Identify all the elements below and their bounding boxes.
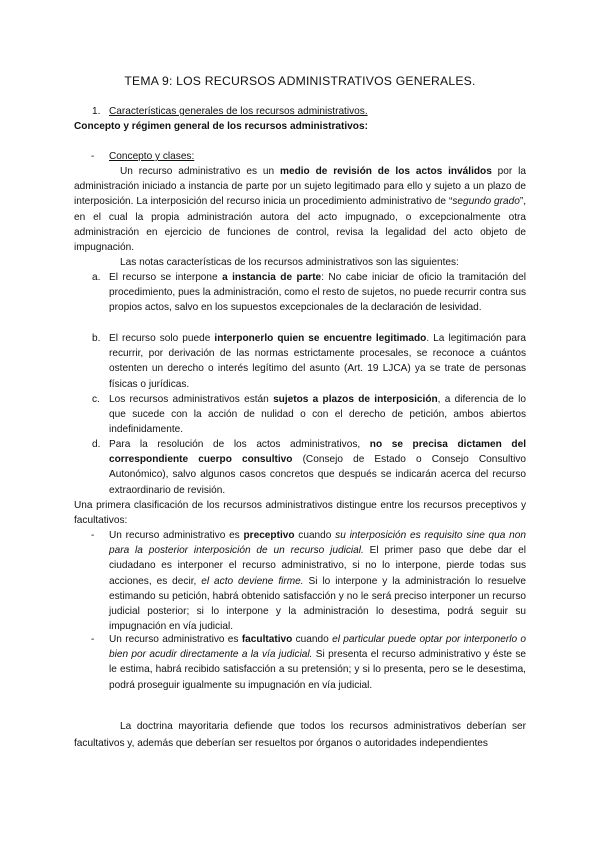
list-item: El recurso solo puede interponerlo quien se encuentre legitimado. La legitimación para recurrir, por derivación de las normas estrictamente procesales, se reconoce a cuántos ostenten un derecho o interés legítimo del asunto (Art. 19 LJCA) ya se trate de personas físicas o jurídicas. bbox=[109, 333, 526, 390]
doctrina-paragraph: La doctrina mayoritaria defiende que todos los recursos administrativos deberían ser facultativos y, además que deberían ser resueltos por órganos o autoridades independientes bbox=[74, 721, 526, 749]
list-marker: c. bbox=[92, 394, 100, 405]
concepto-paragraph: Un recurso administrativo es un medio de revisión de los actos inválidos por la administración iniciado a instancia de parte por un sujeto legitimado para ello y sujeto a un plazo de interposición. La interposición del recurso inicia un procedimiento administrativo de “segundo grado”, en el cual la propia administración autora del acto impugnado, o excepcionalmente otra administración en ejercicio de funciones de control, revisa la legalidad del acto objeto de impugnación. bbox=[74, 166, 526, 254]
notas-intro: Las notas características de los recursos administrativos son las siguientes: bbox=[120, 257, 459, 268]
list-item: Un recurso administrativo es facultativo cuando el particular puede optar por interponerlo o bien por acudir directamente a la vía judicial. Si presenta el recurso administrativo y éste se le estima, habrá recibido satisfacción a su pretensión; y si lo presenta, pero se le desestima, podrá proseguir igualmente su impugnación en vía judicial. bbox=[109, 634, 526, 691]
section-heading: Características generales de los recursos administrativos. bbox=[109, 106, 368, 117]
list-item: Los recursos administrativos están sujetos a plazos de interposición, a diferencia de lo que sucede con la acción de nulidad o con el derecho de petición, ambos abiertos indefinidamente. bbox=[109, 394, 526, 436]
list-marker: d. bbox=[92, 439, 101, 450]
page-title: TEMA 9: LOS RECURSOS ADMINISTRATIVOS GENERALES. bbox=[124, 74, 476, 88]
section-subheading: Concepto y régimen general de los recursos administrativos: bbox=[74, 121, 368, 132]
list-item: El recurso se interpone a instancia de parte: No cabe iniciar de oficio la tramitación del procedimiento, pues la administración, como el resto de sujetos, no puede recurrir contra sus propios actos, salvo en los supuestos excepcionales de la declaración de lesividad. bbox=[109, 272, 527, 314]
section-number: 1. bbox=[92, 106, 101, 117]
list-item: Para la resolución de los actos administrativos, no se precisa dictamen del correspondiente cuerpo consultivo (Consejo de Estado o Consejo Consultivo Autonómico), salvo algunos casos concretos que después se indicarán acerca del recurso extraordinario de revisión. bbox=[109, 439, 526, 496]
bullet-marker: - bbox=[91, 530, 95, 541]
list-marker: b. bbox=[92, 333, 101, 344]
clasificacion-intro: Una primera clasificación de los recursos administrativos distingue entre los recursos preceptivos y facultativos: bbox=[74, 500, 526, 527]
bullet-marker: - bbox=[91, 634, 95, 645]
list-marker: a. bbox=[92, 272, 101, 283]
bullet-marker: - bbox=[91, 151, 95, 162]
list-item: Un recurso administrativo es preceptivo cuando su interposición es requisito sine qua non para la posterior interposición de un recurso judicial. El primer paso que debe dar el ciudadano es interponer el recurso administrativo, si no lo interpone, pierde todas sus acciones, es decir, el acto deviene firme. Si lo interpone y la administración lo resuelve estimando su petición, habrá obtenido satisfacción y no le será preciso interponer un recurso judicial posterior; si lo interpone y la administración lo desestima, podrá seguir su impugnación en vía judicial. bbox=[109, 530, 526, 633]
concepto-heading: Concepto y clases: bbox=[109, 151, 195, 162]
